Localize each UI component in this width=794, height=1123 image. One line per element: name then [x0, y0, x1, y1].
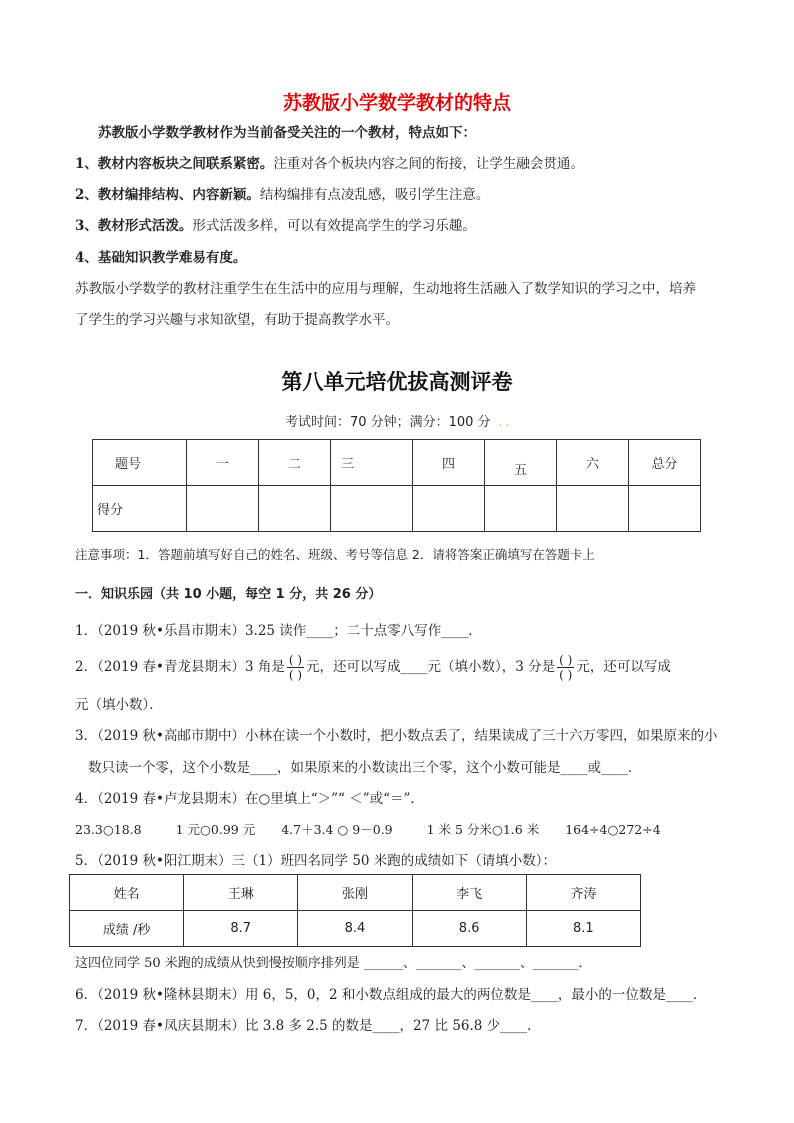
question-5-order: 这四位同学 50 米跑的成绩从快到慢按顺序排列是 ______、_______、_______、_______． [75, 956, 592, 971]
score-header-cell: 五 [485, 440, 557, 486]
question-4-items [75, 821, 661, 839]
score-input-row [93, 486, 701, 532]
q2-part-a: 2．（2019 春•青龙县期末）3 角是 [75, 659, 285, 675]
point-body: 结构编排有点凌乱感，吸引学生注意。 [259, 187, 490, 203]
run-value-cell: 8.7 [184, 911, 298, 947]
point-body: 注重对各个板块内容之间的衔接，让学生融会贯通。 [273, 156, 584, 172]
point-head: 4、基础知识教学难易有度。 [75, 250, 247, 266]
score-header-cell: 题号 [93, 440, 187, 486]
score-header-cell: 总分 [629, 440, 701, 486]
run-header-cell: 张刚 [298, 875, 412, 911]
intro-point-4 [75, 249, 246, 267]
question-7: 7．（2019 春•凤庆县期末）比 3.8 多 2.5 的数是____，27 比 56.8 少____． [75, 1018, 541, 1034]
exam-notice: 注意事项：1．答题前填写好自己的姓名、班级、考号等信息 2．请将答案正确填写在答题卡上 [75, 547, 595, 562]
run-header-cell: 姓名 [70, 875, 184, 911]
score-input-cell[interactable] [557, 486, 629, 532]
run-row-label: 成绩 /秒 [70, 911, 184, 947]
score-input-cell[interactable] [485, 486, 557, 532]
exam-title: 第八单元培优拔高测评卷 [281, 370, 513, 394]
point-head: 1、教材内容板块之间联系紧密。 [75, 156, 274, 172]
run-header-cell: 李飞 [412, 875, 526, 911]
exam-meta [0, 411, 794, 430]
question-2-line2: 元（填小数）． [75, 697, 163, 713]
score-row-label: 得分 [93, 486, 187, 532]
fraction-numerator: ( ) [288, 653, 303, 667]
intro-lead: 苏教版小学数学教材作为当前备受关注的一个教材，特点如下： [98, 125, 476, 141]
mark-dots: . . [498, 416, 510, 429]
fraction-blank[interactable] [557, 653, 574, 682]
question-2 [75, 653, 671, 682]
point-head: 2、教材编排结构、内容新颖。 [75, 187, 260, 203]
run-value-cell: 8.1 [526, 911, 640, 947]
intro-point-1 [75, 155, 584, 173]
score-input-cell[interactable] [331, 486, 413, 532]
compare-item: 23.3○18.8 [75, 822, 142, 837]
score-input-cell[interactable] [259, 486, 331, 532]
intro-title: 苏教版小学数学教材的特点 [282, 92, 511, 114]
point-head: 3、教材形式活泼。 [75, 218, 193, 234]
intro-summary-line1: 苏教版小学数学的教材注重学生在生活中的应用与理解，生动地将生活融入了数学知识的学习之中，培养 [75, 281, 696, 297]
run-header-row [70, 875, 641, 911]
section1-heading: 一．知识乐园（共 10 小题，每空 1 分，共 26 分） [75, 587, 382, 602]
fraction-blank[interactable] [287, 653, 304, 682]
score-header-cell: 六 [557, 440, 629, 486]
fraction-denominator: ( ) [288, 668, 303, 682]
q2-part-b: 元，还可以写成____元（填小数），3 分是 [306, 659, 556, 675]
score-header-cell: 一 [187, 440, 259, 486]
question-3-line1: 3．（2019 秋•高邮市期中）小林在读一个小数时，把小数点丢了，结果读成了三十六万零四，如果原来的小 [75, 728, 718, 744]
question-3-line2: 数只读一个零，这个小数是____，如果原来的小数读出三个零，这个小数可能是____或____． [88, 760, 642, 776]
score-table [92, 439, 701, 532]
question-6: 6．（2019 秋•隆林县期末）用 6，5，0，2 和小数点组成的最大的两位数是____，最小的一位数是____． [75, 987, 707, 1003]
score-header-cell: 二 [259, 440, 331, 486]
score-header-row [93, 440, 701, 486]
score-header-cell: 四 [413, 440, 485, 486]
run-value-row [70, 911, 641, 947]
intro-point-2 [75, 186, 489, 204]
compare-item: 4.7＋3.4 ○ 9－0.9 [281, 822, 393, 837]
compare-item: 164÷4○272÷4 [565, 822, 661, 837]
question-1: 1．（2019 秋•乐昌市期末）3.25 读作____；二十点零八写作____． [75, 623, 482, 639]
compare-item: 1 元○0.99 元 [175, 822, 256, 837]
score-input-cell[interactable] [413, 486, 485, 532]
run-header-cell: 王琳 [184, 875, 298, 911]
intro-point-3 [75, 217, 476, 235]
compare-item: 1 米 5 分米○1.6 米 [426, 822, 540, 837]
run-value-cell: 8.6 [412, 911, 526, 947]
exam-meta-text: 考试时间：70 分钟；满分：100 分 [284, 415, 491, 430]
score-input-cell[interactable] [629, 486, 701, 532]
question-5: 5．（2019 秋•阳江期末）三（1）班四名同学 50 米跑的成绩如下（请填小数）： [75, 853, 557, 869]
score-input-cell[interactable] [187, 486, 259, 532]
run-table [69, 874, 641, 947]
q2-part-c: 元，还可以写成 [576, 659, 671, 675]
score-header-cell: 三 [331, 440, 413, 486]
run-value-cell: 8.4 [298, 911, 412, 947]
fraction-denominator: ( ) [559, 668, 573, 682]
run-header-cell: 齐涛 [526, 875, 640, 911]
intro-summary-line2: 了学生的学习兴趣与求知欲望，有助于提高教学水平。 [75, 312, 399, 328]
fraction-numerator: ( ) [559, 653, 573, 667]
question-4: 4．（2019 春•卢龙县期末）在○里填上“＞”“ ＜”或“＝”． [75, 791, 424, 807]
point-body: 形式活泼多样，可以有效提高学生的学习乐趣。 [192, 218, 476, 234]
